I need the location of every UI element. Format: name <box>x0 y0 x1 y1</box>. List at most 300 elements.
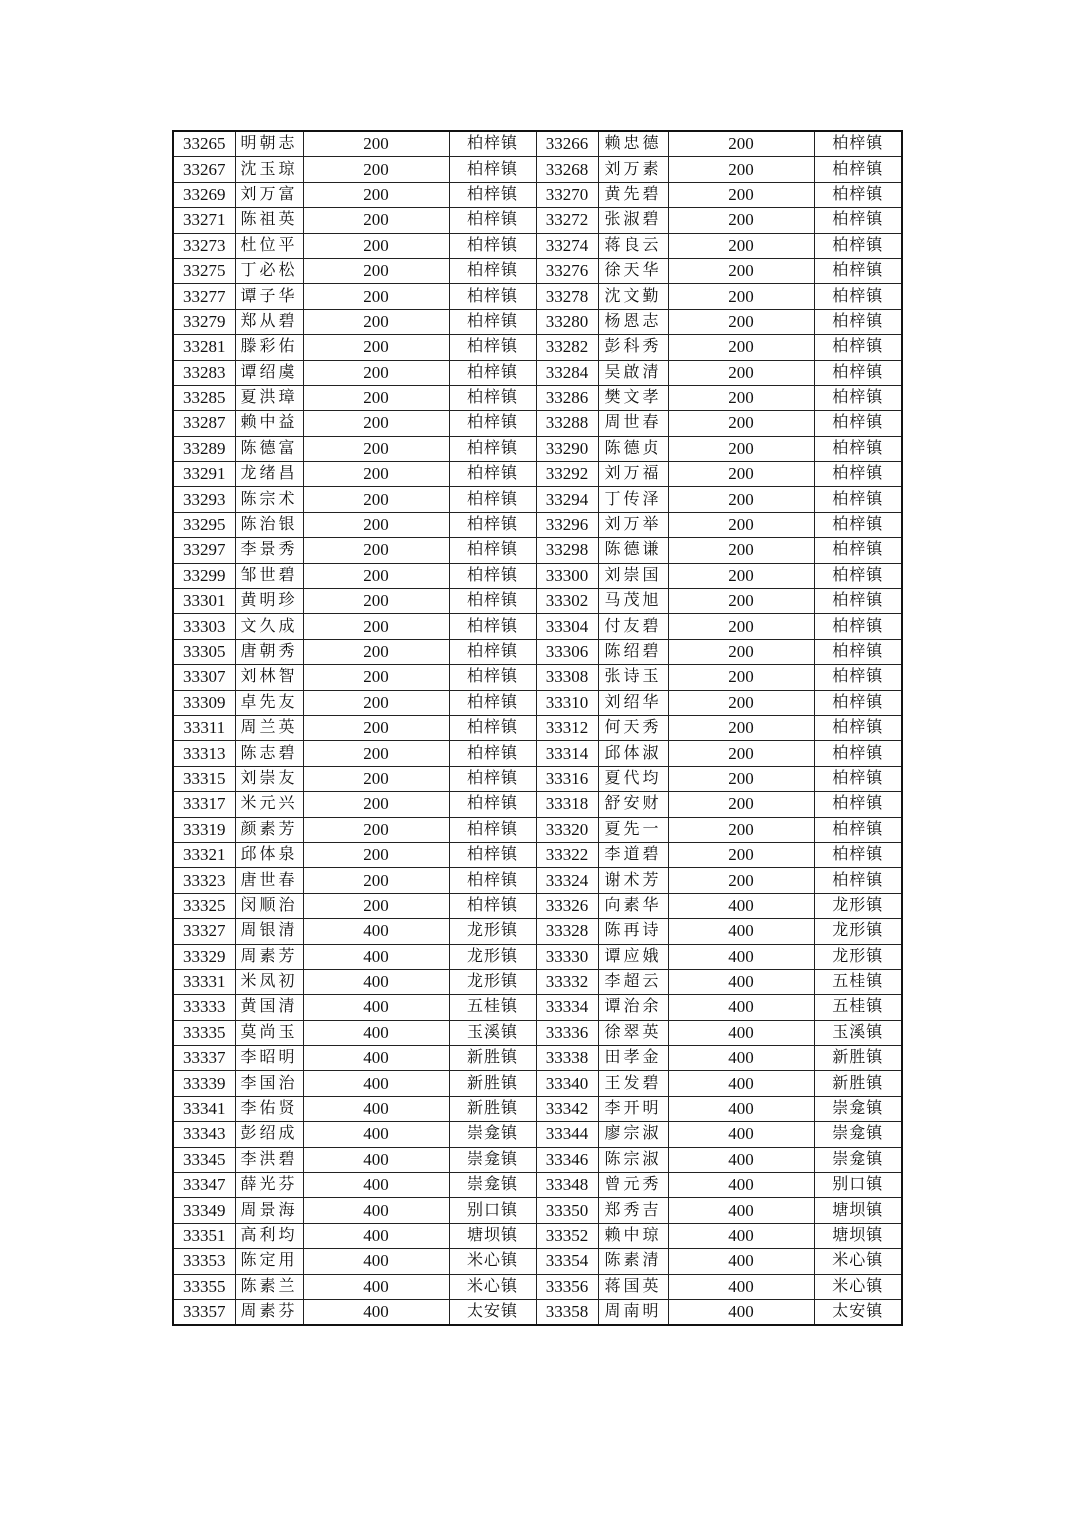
amount-cell: 400 <box>303 1198 449 1223</box>
record-id-cell: 33270 <box>536 182 598 207</box>
town-cell: 崇龛镇 <box>449 1147 536 1172</box>
town-cell: 柏梓镇 <box>814 182 902 207</box>
table-row <box>173 1046 902 1071</box>
person-name-cell: 文久成 <box>235 614 303 639</box>
record-id-cell: 33283 <box>173 360 235 385</box>
amount-cell: 200 <box>303 792 449 817</box>
record-id-cell: 33337 <box>173 1046 235 1071</box>
person-name-cell: 刘万素 <box>598 157 668 182</box>
town-cell: 崇龛镇 <box>449 1173 536 1198</box>
town-cell: 新胜镇 <box>449 1071 536 1096</box>
person-name-cell: 丁传泽 <box>598 487 668 512</box>
person-name-cell: 徐天华 <box>598 258 668 283</box>
record-id-cell: 33349 <box>173 1198 235 1223</box>
town-cell: 玉溪镇 <box>449 1020 536 1045</box>
town-cell: 龙形镇 <box>449 944 536 969</box>
amount-cell: 200 <box>303 335 449 360</box>
record-id-cell: 33307 <box>173 665 235 690</box>
person-name-cell: 陈宗淑 <box>598 1147 668 1172</box>
amount-cell: 200 <box>303 208 449 233</box>
record-id-cell: 33332 <box>536 969 598 994</box>
town-cell: 柏梓镇 <box>449 512 536 537</box>
record-id-cell: 33297 <box>173 538 235 563</box>
town-cell: 玉溪镇 <box>814 1020 902 1045</box>
table-row <box>173 792 902 817</box>
table-row <box>173 969 902 994</box>
amount-cell: 200 <box>303 284 449 309</box>
record-id-cell: 33335 <box>173 1020 235 1045</box>
town-cell: 五桂镇 <box>814 969 902 994</box>
amount-cell: 400 <box>303 1020 449 1045</box>
subsidy-list-table <box>172 130 903 1326</box>
town-cell: 新胜镇 <box>449 1096 536 1121</box>
record-id-cell: 33276 <box>536 258 598 283</box>
amount-cell: 200 <box>668 538 814 563</box>
record-id-cell: 33271 <box>173 208 235 233</box>
person-name-cell: 闵顺治 <box>235 893 303 918</box>
table-row <box>173 589 902 614</box>
person-name-cell: 李佑贤 <box>235 1096 303 1121</box>
table-row <box>173 436 902 461</box>
record-id-cell: 33314 <box>536 741 598 766</box>
town-cell: 米心镇 <box>449 1249 536 1274</box>
amount-cell: 400 <box>668 944 814 969</box>
table-row <box>173 817 902 842</box>
person-name-cell: 李昭明 <box>235 1046 303 1071</box>
town-cell: 柏梓镇 <box>814 385 902 410</box>
person-name-cell: 曾元秀 <box>598 1173 668 1198</box>
record-id-cell: 33304 <box>536 614 598 639</box>
person-name-cell: 蒋良云 <box>598 233 668 258</box>
town-cell: 柏梓镇 <box>814 715 902 740</box>
amount-cell: 200 <box>303 157 449 182</box>
amount-cell: 400 <box>668 1198 814 1223</box>
table-row <box>173 1096 902 1121</box>
town-cell: 太安镇 <box>814 1299 902 1325</box>
town-cell: 柏梓镇 <box>814 614 902 639</box>
town-cell: 柏梓镇 <box>449 563 536 588</box>
amount-cell: 200 <box>668 385 814 410</box>
record-id-cell: 33315 <box>173 766 235 791</box>
record-id-cell: 33323 <box>173 868 235 893</box>
record-id-cell: 33334 <box>536 995 598 1020</box>
amount-cell: 400 <box>303 919 449 944</box>
person-name-cell: 龙绪昌 <box>235 462 303 487</box>
person-name-cell: 陈素清 <box>598 1249 668 1274</box>
person-name-cell: 谭子华 <box>235 284 303 309</box>
town-cell: 柏梓镇 <box>449 766 536 791</box>
person-name-cell: 夏先一 <box>598 817 668 842</box>
table-row <box>173 690 902 715</box>
person-name-cell: 邹世碧 <box>235 563 303 588</box>
record-id-cell: 33279 <box>173 309 235 334</box>
record-id-cell: 33345 <box>173 1147 235 1172</box>
table-body <box>173 131 902 1325</box>
amount-cell: 400 <box>668 1147 814 1172</box>
amount-cell: 400 <box>303 1249 449 1274</box>
amount-cell: 200 <box>668 157 814 182</box>
amount-cell: 400 <box>303 969 449 994</box>
person-name-cell: 廖宗淑 <box>598 1122 668 1147</box>
town-cell: 柏梓镇 <box>814 766 902 791</box>
person-name-cell: 卓先友 <box>235 690 303 715</box>
amount-cell: 200 <box>303 842 449 867</box>
person-name-cell: 周世春 <box>598 411 668 436</box>
record-id-cell: 33341 <box>173 1096 235 1121</box>
town-cell: 龙形镇 <box>449 919 536 944</box>
amount-cell: 200 <box>303 563 449 588</box>
town-cell: 别口镇 <box>814 1173 902 1198</box>
town-cell: 塘坝镇 <box>814 1223 902 1248</box>
town-cell: 柏梓镇 <box>814 665 902 690</box>
amount-cell: 400 <box>303 995 449 1020</box>
record-id-cell: 33347 <box>173 1173 235 1198</box>
person-name-cell: 吴啟清 <box>598 360 668 385</box>
amount-cell: 200 <box>668 563 814 588</box>
record-id-cell: 33328 <box>536 919 598 944</box>
person-name-cell: 郑从碧 <box>235 309 303 334</box>
amount-cell: 200 <box>303 690 449 715</box>
amount-cell: 200 <box>303 893 449 918</box>
record-id-cell: 33289 <box>173 436 235 461</box>
amount-cell: 200 <box>668 614 814 639</box>
table-row <box>173 944 902 969</box>
amount-cell: 200 <box>303 741 449 766</box>
town-cell: 新胜镇 <box>449 1046 536 1071</box>
record-id-cell: 33275 <box>173 258 235 283</box>
person-name-cell: 周景海 <box>235 1198 303 1223</box>
amount-cell: 200 <box>303 462 449 487</box>
record-id-cell: 33351 <box>173 1223 235 1248</box>
person-name-cell: 舒安财 <box>598 792 668 817</box>
record-id-cell: 33306 <box>536 639 598 664</box>
record-id-cell: 33358 <box>536 1299 598 1325</box>
town-cell: 柏梓镇 <box>814 208 902 233</box>
table-row <box>173 284 902 309</box>
town-cell: 柏梓镇 <box>814 868 902 893</box>
amount-cell: 400 <box>668 1046 814 1071</box>
record-id-cell: 33316 <box>536 766 598 791</box>
town-cell: 柏梓镇 <box>449 589 536 614</box>
record-id-cell: 33294 <box>536 487 598 512</box>
amount-cell: 400 <box>668 995 814 1020</box>
record-id-cell: 33357 <box>173 1299 235 1325</box>
record-id-cell: 33329 <box>173 944 235 969</box>
record-id-cell: 33312 <box>536 715 598 740</box>
table-row <box>173 1249 902 1274</box>
town-cell: 龙形镇 <box>814 944 902 969</box>
person-name-cell: 彭科秀 <box>598 335 668 360</box>
amount-cell: 200 <box>303 436 449 461</box>
amount-cell: 400 <box>668 1274 814 1299</box>
town-cell: 柏梓镇 <box>449 817 536 842</box>
town-cell: 柏梓镇 <box>449 258 536 283</box>
record-id-cell: 33354 <box>536 1249 598 1274</box>
person-name-cell: 刘万举 <box>598 512 668 537</box>
town-cell: 太安镇 <box>449 1299 536 1325</box>
town-cell: 柏梓镇 <box>814 360 902 385</box>
amount-cell: 200 <box>303 817 449 842</box>
person-name-cell: 夏代均 <box>598 766 668 791</box>
record-id-cell: 33338 <box>536 1046 598 1071</box>
town-cell: 柏梓镇 <box>449 385 536 410</box>
amount-cell: 200 <box>303 665 449 690</box>
amount-cell: 400 <box>303 1173 449 1198</box>
town-cell: 柏梓镇 <box>814 589 902 614</box>
person-name-cell: 谭绍虞 <box>235 360 303 385</box>
person-name-cell: 米凤初 <box>235 969 303 994</box>
person-name-cell: 何天秀 <box>598 715 668 740</box>
amount-cell: 200 <box>303 512 449 537</box>
person-name-cell: 田孝金 <box>598 1046 668 1071</box>
amount-cell: 200 <box>668 258 814 283</box>
table-row <box>173 919 902 944</box>
record-id-cell: 33308 <box>536 665 598 690</box>
record-id-cell: 33298 <box>536 538 598 563</box>
record-id-cell: 33305 <box>173 639 235 664</box>
amount-cell: 200 <box>668 639 814 664</box>
town-cell: 塘坝镇 <box>814 1198 902 1223</box>
town-cell: 柏梓镇 <box>814 487 902 512</box>
record-id-cell: 33291 <box>173 462 235 487</box>
record-id-cell: 33356 <box>536 1274 598 1299</box>
table-row <box>173 1274 902 1299</box>
record-id-cell: 33339 <box>173 1071 235 1096</box>
record-id-cell: 33285 <box>173 385 235 410</box>
table-row <box>173 385 902 410</box>
amount-cell: 200 <box>668 284 814 309</box>
amount-cell: 200 <box>303 385 449 410</box>
town-cell: 柏梓镇 <box>449 741 536 766</box>
amount-cell: 200 <box>303 182 449 207</box>
person-name-cell: 向素华 <box>598 893 668 918</box>
person-name-cell: 彭绍成 <box>235 1122 303 1147</box>
amount-cell: 200 <box>668 842 814 867</box>
town-cell: 崇龛镇 <box>449 1122 536 1147</box>
amount-cell: 400 <box>303 944 449 969</box>
record-id-cell: 33320 <box>536 817 598 842</box>
amount-cell: 400 <box>668 1223 814 1248</box>
town-cell: 柏梓镇 <box>449 639 536 664</box>
town-cell: 柏梓镇 <box>449 893 536 918</box>
town-cell: 柏梓镇 <box>814 436 902 461</box>
town-cell: 柏梓镇 <box>814 639 902 664</box>
person-name-cell: 李开明 <box>598 1096 668 1121</box>
record-id-cell: 33336 <box>536 1020 598 1045</box>
record-id-cell: 33269 <box>173 182 235 207</box>
person-name-cell: 唐朝秀 <box>235 639 303 664</box>
town-cell: 柏梓镇 <box>449 842 536 867</box>
record-id-cell: 33300 <box>536 563 598 588</box>
amount-cell: 200 <box>668 131 814 157</box>
record-id-cell: 33327 <box>173 919 235 944</box>
person-name-cell: 徐翠英 <box>598 1020 668 1045</box>
person-name-cell: 沈文勤 <box>598 284 668 309</box>
person-name-cell: 明朝志 <box>235 131 303 157</box>
amount-cell: 400 <box>303 1071 449 1096</box>
record-id-cell: 33286 <box>536 385 598 410</box>
amount-cell: 400 <box>668 1071 814 1096</box>
amount-cell: 200 <box>303 614 449 639</box>
town-cell: 柏梓镇 <box>449 614 536 639</box>
town-cell: 柏梓镇 <box>814 411 902 436</box>
record-id-cell: 33330 <box>536 944 598 969</box>
record-id-cell: 33267 <box>173 157 235 182</box>
record-id-cell: 33302 <box>536 589 598 614</box>
amount-cell: 200 <box>303 639 449 664</box>
amount-cell: 400 <box>303 1299 449 1325</box>
amount-cell: 400 <box>668 969 814 994</box>
amount-cell: 200 <box>668 208 814 233</box>
person-name-cell: 唐世春 <box>235 868 303 893</box>
amount-cell: 400 <box>303 1096 449 1121</box>
record-id-cell: 33313 <box>173 741 235 766</box>
table-row <box>173 766 902 791</box>
amount-cell: 200 <box>668 665 814 690</box>
record-id-cell: 33280 <box>536 309 598 334</box>
person-name-cell: 王发碧 <box>598 1071 668 1096</box>
town-cell: 柏梓镇 <box>814 309 902 334</box>
amount-cell: 400 <box>303 1122 449 1147</box>
person-name-cell: 杜位平 <box>235 233 303 258</box>
town-cell: 崇龛镇 <box>814 1147 902 1172</box>
person-name-cell: 陈宗术 <box>235 487 303 512</box>
record-id-cell: 33321 <box>173 842 235 867</box>
person-name-cell: 赖中益 <box>235 411 303 436</box>
town-cell: 米心镇 <box>814 1274 902 1299</box>
table-row <box>173 614 902 639</box>
amount-cell: 200 <box>303 538 449 563</box>
record-id-cell: 33301 <box>173 589 235 614</box>
town-cell: 柏梓镇 <box>449 868 536 893</box>
table-row <box>173 842 902 867</box>
town-cell: 别口镇 <box>449 1198 536 1223</box>
amount-cell: 400 <box>303 1046 449 1071</box>
town-cell: 龙形镇 <box>814 919 902 944</box>
table-row <box>173 639 902 664</box>
table-row <box>173 538 902 563</box>
town-cell: 柏梓镇 <box>814 842 902 867</box>
town-cell: 柏梓镇 <box>814 792 902 817</box>
amount-cell: 400 <box>303 1147 449 1172</box>
record-id-cell: 33318 <box>536 792 598 817</box>
table-row <box>173 131 902 157</box>
amount-cell: 200 <box>303 589 449 614</box>
town-cell: 新胜镇 <box>814 1046 902 1071</box>
person-name-cell: 滕彩佑 <box>235 335 303 360</box>
table-row <box>173 233 902 258</box>
record-id-cell: 33293 <box>173 487 235 512</box>
record-id-cell: 33277 <box>173 284 235 309</box>
person-name-cell: 薛光芬 <box>235 1173 303 1198</box>
amount-cell: 400 <box>668 893 814 918</box>
person-name-cell: 陈素兰 <box>235 1274 303 1299</box>
person-name-cell: 李道碧 <box>598 842 668 867</box>
person-name-cell: 付友碧 <box>598 614 668 639</box>
amount-cell: 200 <box>668 741 814 766</box>
record-id-cell: 33290 <box>536 436 598 461</box>
person-name-cell: 陈德谦 <box>598 538 668 563</box>
person-name-cell: 黄先碧 <box>598 182 668 207</box>
person-name-cell: 丁必松 <box>235 258 303 283</box>
person-name-cell: 谭治余 <box>598 995 668 1020</box>
person-name-cell: 黄国清 <box>235 995 303 1020</box>
record-id-cell: 33288 <box>536 411 598 436</box>
town-cell: 柏梓镇 <box>449 233 536 258</box>
record-id-cell: 33309 <box>173 690 235 715</box>
town-cell: 柏梓镇 <box>449 487 536 512</box>
record-id-cell: 33348 <box>536 1173 598 1198</box>
record-id-cell: 33287 <box>173 411 235 436</box>
amount-cell: 200 <box>668 589 814 614</box>
town-cell: 柏梓镇 <box>449 665 536 690</box>
record-id-cell: 33274 <box>536 233 598 258</box>
amount-cell: 200 <box>303 715 449 740</box>
amount-cell: 200 <box>668 436 814 461</box>
table-row <box>173 1223 902 1248</box>
record-id-cell: 33296 <box>536 512 598 537</box>
town-cell: 柏梓镇 <box>814 233 902 258</box>
amount-cell: 200 <box>668 411 814 436</box>
table-row <box>173 1299 902 1325</box>
town-cell: 米心镇 <box>449 1274 536 1299</box>
record-id-cell: 33326 <box>536 893 598 918</box>
person-name-cell: 莫尚玉 <box>235 1020 303 1045</box>
record-id-cell: 33292 <box>536 462 598 487</box>
person-name-cell: 杨恩志 <box>598 309 668 334</box>
table-row <box>173 868 902 893</box>
record-id-cell: 33273 <box>173 233 235 258</box>
person-name-cell: 高利均 <box>235 1223 303 1248</box>
town-cell: 柏梓镇 <box>449 715 536 740</box>
town-cell: 五桂镇 <box>814 995 902 1020</box>
person-name-cell: 周素芳 <box>235 944 303 969</box>
record-id-cell: 33282 <box>536 335 598 360</box>
town-cell: 柏梓镇 <box>814 563 902 588</box>
amount-cell: 400 <box>303 1223 449 1248</box>
town-cell: 柏梓镇 <box>449 436 536 461</box>
person-name-cell: 刘崇友 <box>235 766 303 791</box>
town-cell: 柏梓镇 <box>449 792 536 817</box>
town-cell: 柏梓镇 <box>449 462 536 487</box>
record-id-cell: 33340 <box>536 1071 598 1096</box>
town-cell: 龙形镇 <box>449 969 536 994</box>
table-row <box>173 157 902 182</box>
person-name-cell: 马茂旭 <box>598 589 668 614</box>
amount-cell: 200 <box>668 462 814 487</box>
record-id-cell: 33266 <box>536 131 598 157</box>
town-cell: 柏梓镇 <box>814 258 902 283</box>
amount-cell: 200 <box>668 360 814 385</box>
person-name-cell: 周兰英 <box>235 715 303 740</box>
record-id-cell: 33311 <box>173 715 235 740</box>
town-cell: 柏梓镇 <box>814 157 902 182</box>
amount-cell: 400 <box>668 1020 814 1045</box>
amount-cell: 400 <box>668 1299 814 1325</box>
table-row <box>173 487 902 512</box>
amount-cell: 200 <box>668 335 814 360</box>
amount-cell: 200 <box>303 258 449 283</box>
table-row <box>173 665 902 690</box>
record-id-cell: 33325 <box>173 893 235 918</box>
person-name-cell: 李洪碧 <box>235 1147 303 1172</box>
person-name-cell: 蒋国英 <box>598 1274 668 1299</box>
amount-cell: 200 <box>668 868 814 893</box>
amount-cell: 200 <box>303 487 449 512</box>
record-id-cell: 33278 <box>536 284 598 309</box>
amount-cell: 200 <box>668 487 814 512</box>
table-row <box>173 893 902 918</box>
